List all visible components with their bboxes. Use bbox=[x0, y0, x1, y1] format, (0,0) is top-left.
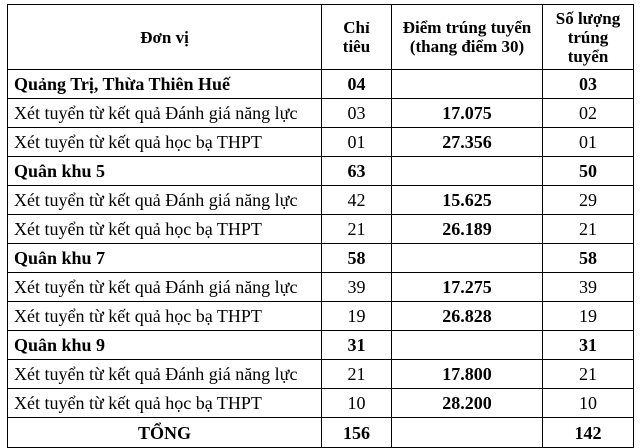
admitted-cell: 39 bbox=[543, 273, 634, 302]
group-score bbox=[392, 244, 543, 273]
table-row bbox=[8, 128, 634, 157]
group-name: Quảng Trị, Thừa Thiên Huế bbox=[8, 70, 322, 99]
total-label: TỔNG bbox=[8, 418, 322, 448]
group-score bbox=[392, 331, 543, 360]
group-quota: 31 bbox=[322, 331, 392, 360]
header-admitted: Số lượng trúng tuyển bbox=[543, 5, 634, 70]
table-row bbox=[8, 99, 634, 128]
method-cell: Xét tuyển từ kết quả Đánh giá năng lực bbox=[8, 186, 322, 215]
quota-cell: 42 bbox=[322, 186, 392, 215]
table-row bbox=[8, 273, 634, 302]
group-row bbox=[8, 331, 634, 360]
group-name: Quân khu 9 bbox=[8, 331, 322, 360]
total-row bbox=[8, 418, 634, 448]
header-unit: Đơn vị bbox=[8, 5, 322, 70]
quota-cell: 10 bbox=[322, 389, 392, 418]
quota-cell: 03 bbox=[322, 99, 392, 128]
score-cell: 17.800 bbox=[392, 360, 543, 389]
admitted-cell: 19 bbox=[543, 302, 634, 331]
results-table-container bbox=[7, 4, 634, 448]
group-name: Quân khu 5 bbox=[8, 157, 322, 186]
quota-cell: 21 bbox=[322, 360, 392, 389]
method-cell: Xét tuyển từ kết quả học bạ THPT bbox=[8, 389, 322, 418]
group-admitted: 31 bbox=[543, 331, 634, 360]
header-score: Điểm trúng tuyển (thang điểm 30) bbox=[392, 5, 543, 70]
admitted-cell: 29 bbox=[543, 186, 634, 215]
group-admitted: 03 bbox=[543, 70, 634, 99]
group-quota: 04 bbox=[322, 70, 392, 99]
table-row bbox=[8, 215, 634, 244]
table-row bbox=[8, 302, 634, 331]
method-cell: Xét tuyển từ kết quả học bạ THPT bbox=[8, 128, 322, 157]
method-cell: Xét tuyển từ kết quả Đánh giá năng lực bbox=[8, 273, 322, 302]
method-cell: Xét tuyển từ kết quả Đánh giá năng lực bbox=[8, 99, 322, 128]
table-row bbox=[8, 360, 634, 389]
admitted-cell: 21 bbox=[543, 360, 634, 389]
total-score bbox=[392, 418, 543, 448]
table-header-row bbox=[8, 5, 634, 70]
table-row bbox=[8, 389, 634, 418]
score-cell: 15.625 bbox=[392, 186, 543, 215]
quota-cell: 39 bbox=[322, 273, 392, 302]
group-score bbox=[392, 70, 543, 99]
group-row bbox=[8, 70, 634, 99]
admitted-cell: 02 bbox=[543, 99, 634, 128]
score-cell: 26.828 bbox=[392, 302, 543, 331]
quota-cell: 21 bbox=[322, 215, 392, 244]
group-quota: 63 bbox=[322, 157, 392, 186]
score-cell: 28.200 bbox=[392, 389, 543, 418]
score-cell: 17.075 bbox=[392, 99, 543, 128]
group-row bbox=[8, 244, 634, 273]
header-quota: Chỉ tiêu bbox=[322, 5, 392, 70]
score-cell: 27.356 bbox=[392, 128, 543, 157]
method-cell: Xét tuyển từ kết quả Đánh giá năng lực bbox=[8, 360, 322, 389]
quota-cell: 19 bbox=[322, 302, 392, 331]
score-cell: 26.189 bbox=[392, 215, 543, 244]
method-cell: Xét tuyển từ kết quả học bạ THPT bbox=[8, 302, 322, 331]
total-quota: 156 bbox=[322, 418, 392, 448]
total-admitted: 142 bbox=[543, 418, 634, 448]
admitted-cell: 10 bbox=[543, 389, 634, 418]
quota-cell: 01 bbox=[322, 128, 392, 157]
group-score bbox=[392, 157, 543, 186]
table-row bbox=[8, 186, 634, 215]
score-cell: 17.275 bbox=[392, 273, 543, 302]
group-admitted: 58 bbox=[543, 244, 634, 273]
group-name: Quân khu 7 bbox=[8, 244, 322, 273]
admission-results-table bbox=[7, 4, 634, 448]
admitted-cell: 21 bbox=[543, 215, 634, 244]
method-cell: Xét tuyển từ kết quả học bạ THPT bbox=[8, 215, 322, 244]
group-admitted: 50 bbox=[543, 157, 634, 186]
group-row bbox=[8, 157, 634, 186]
admitted-cell: 01 bbox=[543, 128, 634, 157]
group-quota: 58 bbox=[322, 244, 392, 273]
